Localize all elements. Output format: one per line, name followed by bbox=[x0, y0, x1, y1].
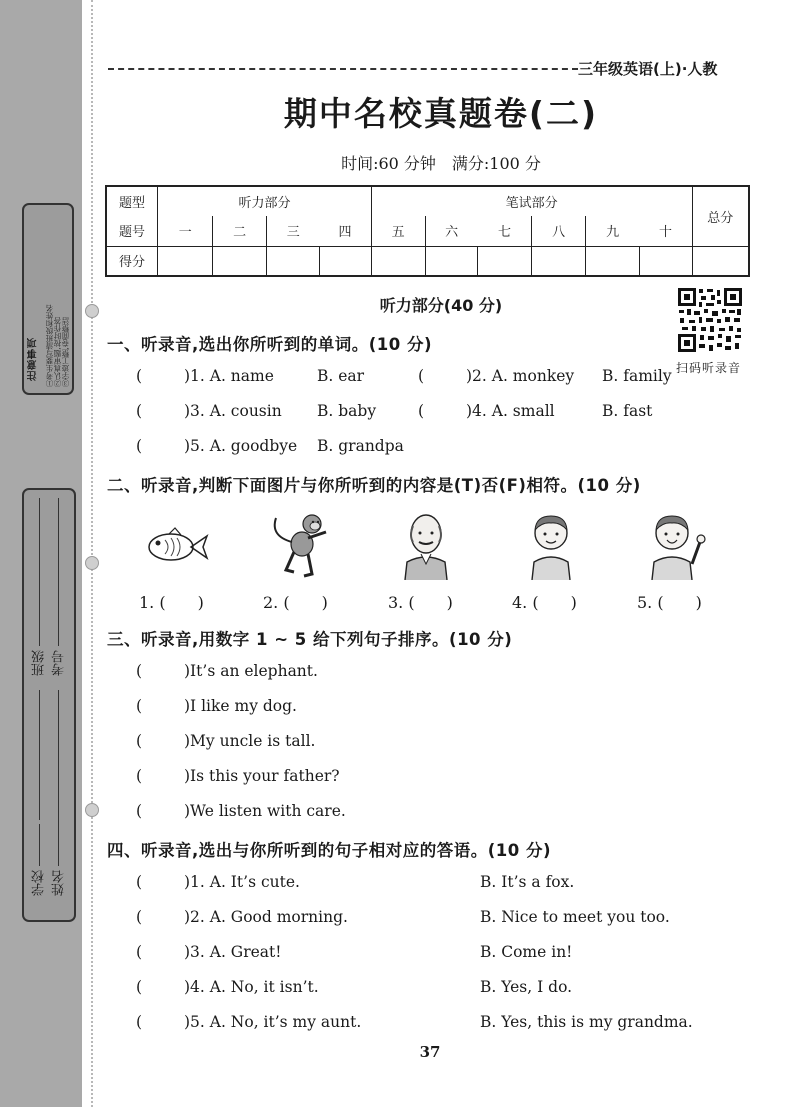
number-cell: 一 bbox=[158, 216, 213, 246]
class-label: 班级 bbox=[32, 650, 47, 676]
number-cell: 四 bbox=[319, 216, 371, 246]
response-option-b: B. Nice to meet you too. bbox=[480, 908, 670, 926]
response-option-a: )4. A. No, it isn’t. bbox=[184, 978, 319, 996]
response-option-b: B. Come in! bbox=[480, 943, 573, 961]
q2-option-a: )2. A. monkey bbox=[466, 367, 575, 385]
response-option-b: B. It’s a fox. bbox=[480, 873, 575, 891]
answer-blank[interactable]: ( bbox=[136, 437, 143, 455]
number-cell: 七 bbox=[478, 216, 532, 246]
time-info: 时间:60 分钟 满分:100 分 bbox=[341, 154, 541, 173]
number-cell: 八 bbox=[532, 216, 586, 246]
response-option-a: )3. A. Great! bbox=[184, 943, 282, 961]
exam-no-line bbox=[58, 498, 59, 646]
monkey-icon bbox=[264, 510, 334, 582]
number-cell: 五 bbox=[371, 216, 425, 246]
class-line-2 bbox=[39, 690, 40, 820]
answer-blank[interactable]: ( bbox=[136, 732, 143, 750]
response-option-b: B. Yes, I do. bbox=[480, 978, 573, 996]
row-type-label: 题型 bbox=[106, 186, 158, 216]
answer-blank[interactable]: ( bbox=[136, 873, 143, 891]
qr-label: 扫码听录音 bbox=[676, 361, 742, 375]
row-score-label: 得分 bbox=[106, 246, 158, 276]
response-option-a: )5. A. No, it’s my aunt. bbox=[184, 1013, 362, 1031]
score-cell[interactable] bbox=[267, 246, 320, 276]
response-option-a: )1. A. It’s cute. bbox=[184, 873, 300, 891]
q5-option-b: B. grandpa bbox=[317, 437, 404, 455]
writing-label: 笔试部分 bbox=[371, 186, 692, 216]
qr-code-icon[interactable] bbox=[677, 287, 743, 353]
score-cell[interactable] bbox=[639, 246, 692, 276]
q1-option-a: )1. A. name bbox=[184, 367, 274, 385]
exam-no-label: 考号 bbox=[52, 650, 67, 676]
section-4-heading: 四、听录音,选出与你所听到的句子相对应的答语。(10 分) bbox=[107, 841, 552, 860]
score-cell[interactable] bbox=[371, 246, 425, 276]
number-cell: 三 bbox=[267, 216, 320, 246]
number-cell: 二 bbox=[213, 216, 267, 246]
answer-blank[interactable]: ( bbox=[136, 943, 143, 961]
number-cell: 六 bbox=[425, 216, 478, 246]
notice-item: ②认真审题,按时作答 bbox=[53, 317, 62, 387]
score-cell[interactable] bbox=[319, 246, 371, 276]
answer-blank[interactable]: ( bbox=[136, 1013, 143, 1031]
waving-boy-icon bbox=[640, 508, 710, 580]
q4-option-b: B. fast bbox=[602, 402, 653, 420]
score-cell[interactable] bbox=[532, 246, 586, 276]
fish-icon bbox=[141, 510, 211, 582]
row-no-label: 题号 bbox=[106, 216, 158, 246]
grandpa-icon bbox=[391, 508, 461, 580]
picture-4-answer[interactable]: 4. ( ) bbox=[512, 593, 577, 612]
response-option-b: B. Yes, this is my grandma. bbox=[480, 1013, 693, 1031]
picture-5-answer[interactable]: 5. ( ) bbox=[637, 593, 702, 612]
student-info-box bbox=[22, 488, 76, 922]
answer-blank[interactable]: ( bbox=[136, 767, 143, 785]
header-rule bbox=[108, 68, 578, 70]
q3-option-b: B. baby bbox=[317, 402, 377, 420]
q1-option-b: B. ear bbox=[317, 367, 365, 385]
sentence-item: )It’s an elephant. bbox=[184, 662, 318, 680]
boy-icon bbox=[516, 508, 586, 580]
total-label: 总分 bbox=[692, 186, 749, 246]
section-1-heading: 一、听录音,选出你所听到的单词。(10 分) bbox=[107, 335, 433, 354]
number-cell: 九 bbox=[585, 216, 639, 246]
score-cell[interactable] bbox=[585, 246, 639, 276]
name-label: 姓名 bbox=[52, 870, 67, 896]
sentence-item: )Is this your father? bbox=[184, 767, 340, 785]
answer-blank[interactable]: ( bbox=[418, 367, 425, 385]
school-line bbox=[39, 824, 40, 866]
score-cell[interactable] bbox=[425, 246, 478, 276]
score-table bbox=[105, 185, 750, 277]
answer-blank[interactable]: ( bbox=[136, 978, 143, 996]
score-cell[interactable] bbox=[158, 246, 213, 276]
sentence-item: )We listen with care. bbox=[184, 802, 346, 820]
total-score-cell[interactable] bbox=[692, 246, 749, 276]
notice-item: ③字迹工整,卷面整洁 bbox=[61, 317, 70, 387]
school-label: 学校 bbox=[32, 870, 47, 896]
answer-blank[interactable]: ( bbox=[136, 367, 143, 385]
section-2-heading: 二、听录音,判断下面图片与你所听到的内容是(T)否(F)相符。(10 分) bbox=[107, 476, 641, 495]
binding-marker bbox=[85, 556, 99, 570]
binding-marker bbox=[85, 803, 99, 817]
page-title: 期中名校真题卷(二) bbox=[283, 94, 599, 133]
class-line bbox=[39, 498, 40, 646]
picture-1-answer[interactable]: 1. ( ) bbox=[139, 593, 204, 612]
listening-title: 听力部分(40 分) bbox=[379, 296, 503, 315]
notice-title: 注意事项 bbox=[28, 337, 39, 381]
sentence-item: )I like my dog. bbox=[184, 697, 297, 715]
score-cell[interactable] bbox=[478, 246, 532, 276]
page-number: 37 bbox=[419, 1043, 441, 1061]
answer-blank[interactable]: ( bbox=[136, 402, 143, 420]
q3-option-a: )3. A. cousin bbox=[184, 402, 282, 420]
score-cell[interactable] bbox=[213, 246, 267, 276]
sentence-item: )My uncle is tall. bbox=[184, 732, 316, 750]
listening-label: 听力部分 bbox=[158, 186, 371, 216]
notice-item: ①考生要写清班级和姓名 bbox=[45, 304, 54, 387]
q4-option-a: )4. A. small bbox=[466, 402, 555, 420]
picture-2-answer[interactable]: 2. ( ) bbox=[263, 593, 328, 612]
number-cell: 十 bbox=[639, 216, 692, 246]
response-option-a: )2. A. Good morning. bbox=[184, 908, 348, 926]
answer-blank[interactable]: ( bbox=[136, 697, 143, 715]
q5-option-a: )5. A. goodbye bbox=[184, 437, 298, 455]
answer-blank[interactable]: ( bbox=[136, 802, 143, 820]
answer-blank[interactable]: ( bbox=[418, 402, 425, 420]
picture-3-answer[interactable]: 3. ( ) bbox=[388, 593, 453, 612]
section-3-heading: 三、听录音,用数字 1 ~ 5 给下列句子排序。(10 分) bbox=[107, 630, 513, 649]
answer-blank[interactable]: ( bbox=[136, 662, 143, 680]
q2-option-b: B. family bbox=[602, 367, 672, 385]
book-tag: 三年级英语(上)·人教 bbox=[578, 60, 718, 78]
name-line bbox=[58, 690, 59, 866]
answer-blank[interactable]: ( bbox=[136, 908, 143, 926]
